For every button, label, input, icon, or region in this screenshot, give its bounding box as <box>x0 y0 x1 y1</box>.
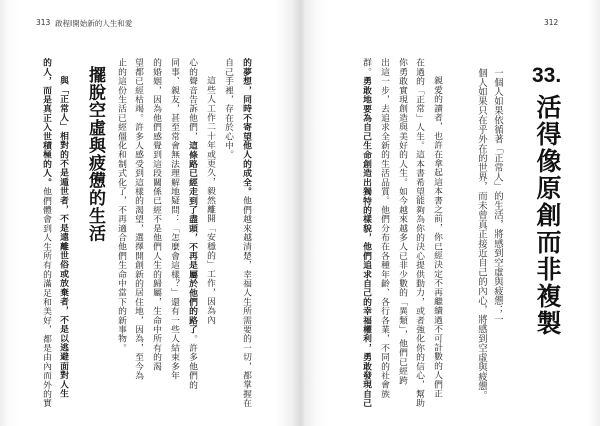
running-title: 啟程Ⅰ開始新的人生和愛 <box>55 19 133 28</box>
page-number: 312 <box>544 18 559 27</box>
epigraph-line: 個人如果只在乎外在的世界，而未曾真正接近自己的內心，將感到空虛與疲憊。 <box>476 68 487 401</box>
bold-text-column: 與「正常人」相對的不是遁世者，不是遠離世俗或放棄者，不是以逃避面對人生 <box>58 75 68 398</box>
text-column <box>187 58 197 389</box>
bold-text: 勇敢地要為自己生命創造出獨特的樣貌，他們追求自己的幸福權利，勇敢發現自己 <box>361 76 371 408</box>
plain-text: 他們體會到人生所有的滿足和美好，都是由內而外的實 <box>41 186 51 408</box>
plain-text: 心的聲音告訴他們， <box>187 58 197 141</box>
plain-text: 。許多他們的 <box>187 334 197 390</box>
text-column: 這些人工作二十年或更久，毅然離開「安穩的」工作，因為內 <box>205 75 215 324</box>
epigraph-line: 一個人如果依循著「正常人」的生活，將感到空虛與疲憊；一 <box>492 68 503 325</box>
plain-text: 群。 <box>361 58 371 77</box>
text-column: 在過的「正常」人生。這本書希望能夠為你的決心提供動力，或者強化你的信心，幫助 <box>414 58 424 408</box>
plain-text: 他們越來越清楚，幸福人生所需要的一切，都掌握在 <box>241 196 251 408</box>
text-column: 望都已經枯竭。許多人感受到這樣的渴望，選擇開創新的居住地，因為，至今為 <box>133 58 143 380</box>
text-column <box>361 58 371 408</box>
text-column <box>41 58 51 408</box>
text-column: 你勇敢實現創造與美好的人生。如今越來越多人已非少數的「異類」，他們已經跨 <box>397 58 407 385</box>
text-column: 自己手裡，存在於心中。 <box>223 58 233 160</box>
right-page <box>300 0 600 426</box>
text-column: 止的這份生活已經僵化和制式化了，不再適合他們生命中當下的新事物。 <box>116 58 126 353</box>
bold-text: 這條路已經走到了盡頭，不再是屬於他們的路了 <box>187 140 197 335</box>
text-column: 同事、親友，甚至常會無法理解地疑問：「怎麼會這樣？」還有一些人結束多年 <box>169 58 179 380</box>
text-column <box>241 58 251 408</box>
section-heading: 擺脫空虛與疲憊的生活 <box>85 66 105 242</box>
page-number: 313 <box>36 18 51 27</box>
text-column: 出這一步，去追求全新的生活品質。他們分布在各種年齡、各行各業，不同的社會族 <box>379 58 389 399</box>
chapter-title: 活得像原創而非複製 <box>533 94 562 337</box>
bold-text: 的夢想，同時不寄望他人的成全。 <box>241 58 251 196</box>
text-column: 的婚姻，因為他們感覺到這段關係已經不是他們人生的歸屬，生命中所有的渴 <box>151 58 161 371</box>
bold-text: 的人，而是真正入世積極的人。 <box>41 58 51 187</box>
text-column: 親愛的讀者，也許在拿起這本書之前，你已經決定不再繼續過不可計數的人們正 <box>432 75 442 398</box>
chapter-number: 33. <box>532 64 562 87</box>
